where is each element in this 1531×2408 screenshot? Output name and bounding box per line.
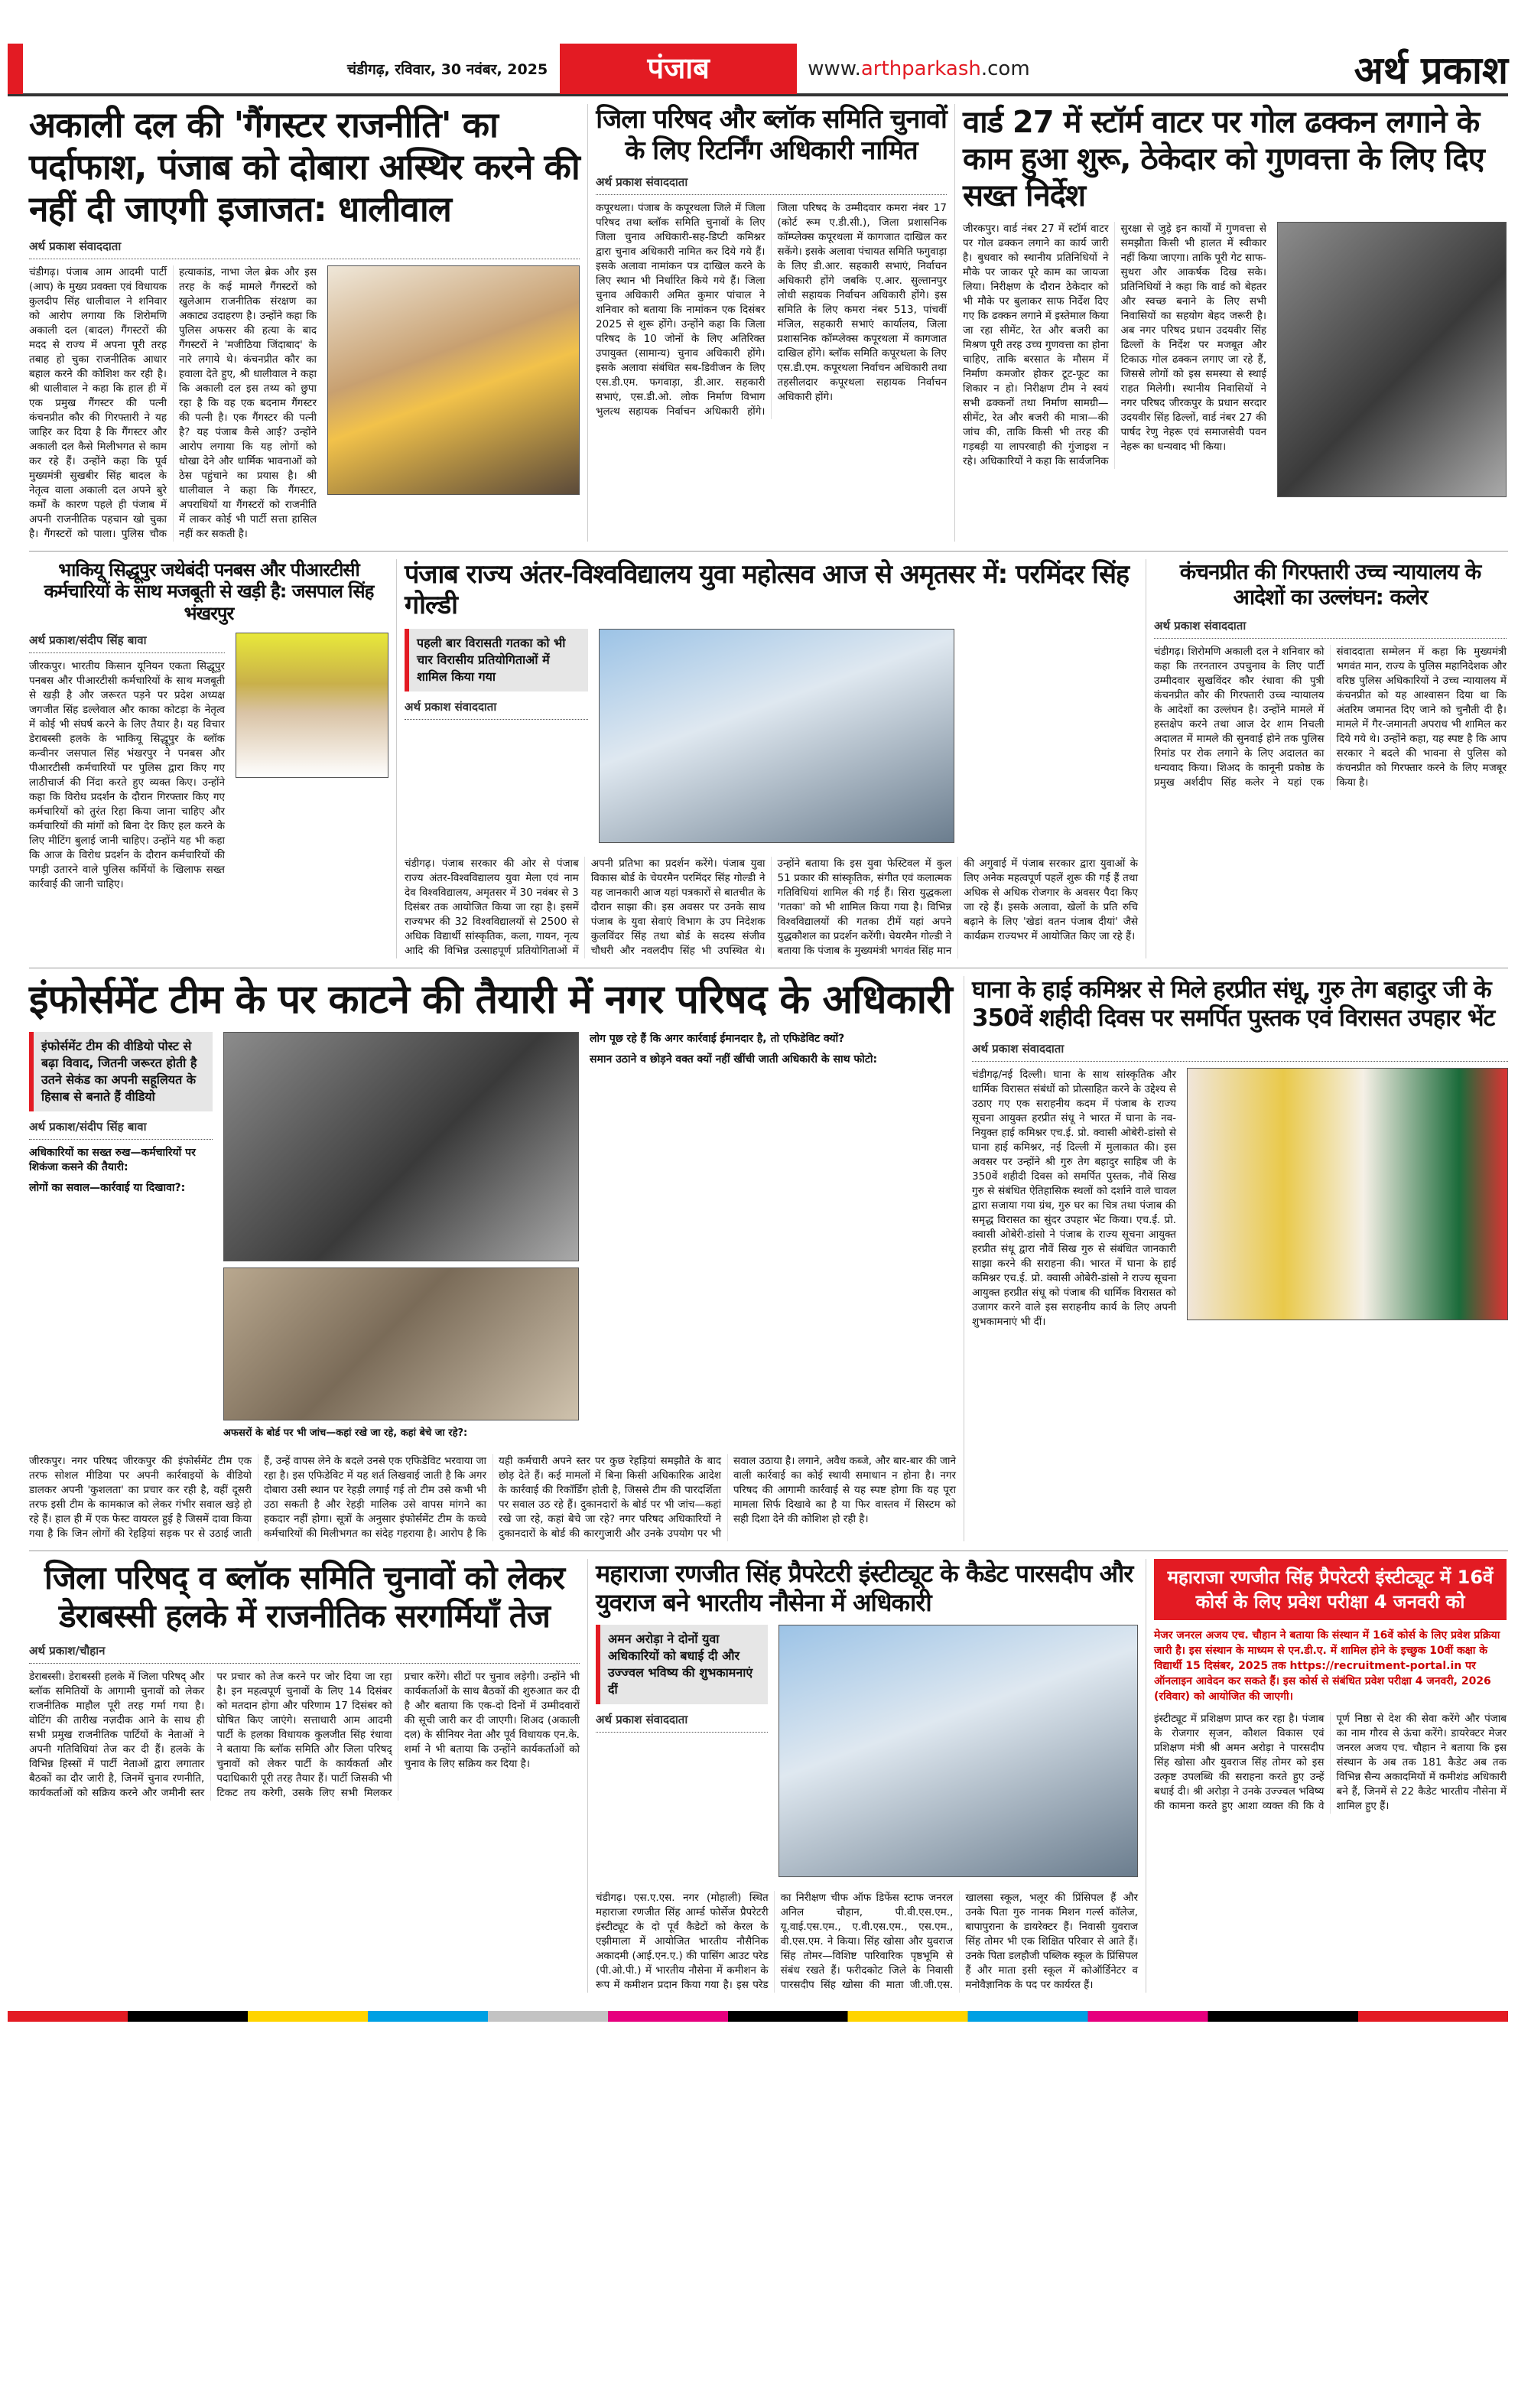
story-byline: अर्थ प्रकाश संवाददाता (596, 1712, 768, 1733)
story-sidebar (29, 1032, 213, 1202)
story-enforcement-team (29, 976, 964, 1541)
story-naval-cadets (587, 1559, 1146, 1993)
story-kaler (1146, 559, 1507, 959)
story-headline: कंचनप्रीत की गिरफ्तारी उच्च न्यायालय के आदेशों का उल्लंघन: कलेर (1179, 558, 1481, 610)
news-row (29, 552, 1508, 969)
story-headline: इंफोर्समेंट टीम के पर काटने की तैयारी में नगर परिषद के अधिकारी (29, 977, 952, 1023)
story-highlight-box: पहली बार विरासती गतका को भी चार विरासीय प्रतियोगिताओं में शामिल किया गया (405, 629, 588, 691)
story-sidebar (596, 1625, 768, 1739)
story-subhead: लोगों का सवाल—कार्रवाई या दिखावा?: (29, 1181, 186, 1194)
story-byline: अर्थ प्रकाश/संदीप सिंह बावा (29, 633, 225, 653)
story-ghana-meeting (964, 976, 1508, 1541)
story-headline: महाराजा रणजीत सिंह प्रैपरेटरी इंस्टीट्यूट के कैडेट पारसदीप और युवराज बने भारतीय नौसेना में अधिकारी (596, 1558, 1133, 1617)
red-corner-block (8, 44, 23, 94)
story-body: चंडीगढ़/नई दिल्ली। घाना के साथ सांस्कृतिक और धार्मिक विरासत संबंधों को प्रोत्साहित करने के उद्देश्य से उठाए गए एक सराहनीय कदम में पंजाब के राज्य सूचना आयुक्त हरप्रीत संधू ने भारत में घाना के नव-नियुक्त हाई कमिश्नर एच.ई. प्रो. क्वासी ओबेरी-डांसो से घाना हाई कमिश्नर, नई दिल्ली में मुलाकात की। इस अवसर पर उन्होंने श्री गुरु तेग बहादुर साहिब जी के 350वें शहीदी दिवस को समर्पित पुस्तक, नौवें सिख गुरु से संबंधित ऐतिहासिक स्थलों को दर्शाने वाले चावल द्वारा सजाया गया ग्रंथ, गुरु घर का चित्र तथा पंजाब की समृद्ध विरासत का सुंदर उपहार भेंट किया। एच.ई. प्रो. क्वासी ओबेरी-डांसो ने पंजाब के राज्य सूचना आयुक्त हरप्रीत संधू द्वारा नौवें सिख गुरु से संबंधित जानकारी साझा करने की सराहना की। भारत में घाना के हाई कमिश्नर एच.ई. प्रो. क्वासी ओबेरी-डांसो ने राज्य सूचना आयुक्त हरप्रीत संधू को पंजाब की धार्मिक विरासत को उजागर करने वाले इस सराहनीय कार्य के लिए अपनी शुभकामनाएं भी दीं। (972, 1068, 1176, 1328)
story-subhead: समान उठाने व छोड़ने वक्त क्यों नहीं खींची जाती अधिकारी के साथ फोटो: (590, 1053, 878, 1066)
news-row (29, 968, 1508, 1551)
story-layout (596, 1625, 1138, 1883)
story-photo-enforcement-2 (223, 1267, 579, 1420)
story-body: चंडीगढ़। एस.ए.एस. नगर (मोहाली) स्थित महाराजा रणजीत सिंह आर्म्ड फोर्सेज प्रैपरेटरी इंस्टीट्यूट के दो पूर्व कैडेटों को केरल के एझीमाला में आयोजित भारतीय नौसैनिक अकादमी (आई.एन.ए.) की पासिंग आउट परेड (पी.ओ.पी.) में भारतीय नौसेना में कमीशन के रूप में कमीशन प्रदान किया गया है। इस परेड का निरीक्षण चीफ ऑफ डिफेंस स्टाफ जनरल अनिल चौहान, पी.वी.एस.एम., यू.वाई.एस.एम., ए.वी.एस.एम., एस.एम., वी.एस.एम. ने किया। सिंह खोसा और युवराज सिंह तोमर—विशिष्ट पारिवारिक पृष्ठभूमि से संबंध रखते हैं। फरीदकोट जिले के निवासी पारसदीप सिंह खोसा की माता जी.जी.एस. खालसा स्कूल, भलूर की प्रिंसिपल हैं और उनके पिता गुरु नानक मिशन गर्ल्स कॉलेज, बापापुराना के डायरेक्टर हैं। निवासी युवराज सिंह तोमर भी एक शिक्षित परिवार से आते हैं। उनके पिता डलहौजी पब्लिक स्कूल के प्रिंसिपल हैं और माता इसी स्कूल में कोऑर्डिनेटर व मनोवैज्ञानिक के पद पर कार्यरत हैं। (596, 1892, 1138, 1992)
story-body: जीरकपुर। नगर परिषद जीरकपुर की इंफोर्समेंट टीम एक तरफ सोशल मीडिया पर अपनी कार्रवाइयों के वीडियो डालकर अपनी 'कुशलता' का प्रचार कर रही है, वहीं दूसरी तरफ इसी टीम के कामकाज को लेकर गंभीर सवाल खड़े हो रहे हैं। हाल ही में एक फेस्ट वायरल हुई है जिसमें दावा किया गया है कि जिन लोगों की रेहड़ियां सड़क पर से उठाई जाती हैं, उन्हें वापस लेने के बदले उनसे एक एफिडेविट भरवाया जा रहा है। इस एफिडेविट में यह शर्त लिखवाई जाती है कि अगर दोबारा उसी स्थान पर रेहड़ी लगाई गई तो टीम उसे कभी भी उठा सकती है और रेहड़ी मालिक उसे वापस मांगने का हकदार नहीं होगा। सूत्रों के अनुसार इंफोर्समेंट टीम के कच्चे कर्मचारियों की मिलीभगत का संदेह गहराया है। आरोप है कि यही कर्मचारी अपने स्तर पर कुछ रेहड़ियां समझौते के बाद छोड़ देते हैं। कई मामलों में बिना किसी अधिकारिक आदेश के कार्रवाई की रिकॉर्डिंग होती है, जिससे टीम की पारदर्शिता पर सवाल उठ रहे हैं। दुकानदारों के बोर्ड पर भी जांच—कहां रखे जा रहे, कहां बेचे जा रहे? नगर परिषद अधिकारियों ने दुकानदारों के बोर्ड की कारगुजारी और उनके उपयोग पर भी सवाल उठाया है। लगाने, अवैध कब्जे, और बार-बार की जाने वाली कार्रवाई का कोई स्थायी समाधान न होना है। नगर परिषद की आगामी कार्रवाई से यह स्पष्ट होगा कि यह पूरा मामला सिर्फ दिखावे का है या फिर वास्तव में सिस्टम को सही दिशा देने की कोशिश हो रही है। (29, 1454, 956, 1540)
story-sidebar (405, 629, 588, 726)
news-row (29, 96, 1508, 552)
page-content (8, 96, 1508, 2002)
story-photo-dhaliwal (327, 265, 580, 495)
story-body: चंडीगढ़। पंजाब आम आदमी पार्टी (आप) के मुख्य प्रवक्ता एवं विधायक कुलदीप सिंह धालीवाल ने शनिवार को आरोप लगाया कि शिरोमणि अकाली दल (बादल) गैंगस्टरों की मदद से राज्य में अपना पूरी तरह तबाह हो चुका राजनीतिक आधार बहाल करने की कोशिश कर रही है। श्री धालीवाल ने कहा कि हाल ही में एक प्रमुख गैंगस्टर की पत्नी कंचनप्रीत कौर की गिरफ्तारी ने यह जाहिर कर दिया है कि गैंगस्टर और अकाली दल कैसे मिलीभगत से काम कर रहे हैं। उन्होंने कहा कि पूर्व मुख्यमंत्री सुखबीर सिंह बादल के नेतृत्व वाला अकाली दल अपने बुरे कर्मों के कारण पहले ही पंजाब में अपनी राजनीतिक पहचान खो चुका है। गैंगस्टरों को पाला। पुलिस चौक हत्याकांड, नाभा जेल ब्रेक और इस तरह के कई मामले गैंगस्टरों को खुलेआम राजनीतिक संरक्षण का अकाट्य उदाहरण है। उन्होंने कहा कि पुलिस अफसर की हत्या के बाद गैंगस्टरों ने 'मजीठिया जिंदाबाद' के नारे लगाये थे। कंचनप्रीत कौर का हवाला देते हुए, श्री धालीवाल ने कहा कि अकाली दल इस तथ्य को छुपा रहा है कि वह एक बदनाम गैंगस्टर की पत्नी है। एक गैंगस्टर की पत्नी है? यह पंजाब कैसे आई? उन्होंने आरोप लगाया कि यह लोगों को धोखा देने और धार्मिक भावनाओं को ठेस पहुंचाने का प्रयास है। श्री धालीवाल ने कहा कि गैंगस्टर, अपराधियों या गैंगस्टरों को राजनीति में लाकर कोई भी पार्टी सत्ता हासिल नहीं कर सकती है। (29, 265, 317, 540)
story-photo-storm-water (1277, 222, 1507, 497)
story-photo-ghana-meeting (1187, 1068, 1508, 1320)
story-body: इंस्टीट्यूट में प्रशिक्षण प्राप्त कर रहा है। पंजाब के रोजगार सृजन, कौशल विकास एवं प्रशिक्षण मंत्री श्री अमन अरोड़ा ने पारसदीप सिंह खोसा और युवराज सिंह तोमर को इस उत्कृष्ट उपलब्धि की सराहना करते हुए उन्हें बधाई दी। श्री अरोड़ा ने उनके उज्ज्वल भविष्य की कामना करते हुए आशा व्यक्त की कि वे पूर्ण निष्ठा से देश की सेवा करेंगे और पंजाब का नाम गौरव से ऊंचा करेंगे। डायरेक्टर मेजर जनरल अजय एच. चौहान ने बताया कि इस संस्थान के अब तक 181 कैडेट अब तक विभिन्न सैन्य अकादमियों में कमीशंड अधिकारी बने हैं, जिनमें से 22 कैडेट भारतीय नौसेना में शामिल हुए हैं। (1154, 1712, 1507, 1812)
story-layout (29, 1032, 956, 1446)
story-byline: अर्थ प्रकाश/चौहान (29, 1643, 580, 1664)
story-photo-bhankharpur (236, 633, 388, 778)
story-body: चंडीगढ़। शिरोमणि अकाली दल ने शनिवार को कहा कि तरनतारन उपचुनाव के लिए पार्टी उम्मीदवार सुखविंदर कौर रंधावा की पुत्री कंचनप्रीत कौर की गिरफ्तारी उच्च न्यायालय के आदेशों का उल्लंघन है। उन्होंने मामले में हस्तक्षेप करने तथा आज देर शाम निचली अदालत में मामले की सुनवाई होने तक पुलिस रिमांड पर रोक लगाने के लिए अदालत का धन्यवाद किया। शिअद के कानूनी प्रकोष्ठ के प्रमुख अर्शदीप सिंह कलेर ने यहां एक संवाददाता सम्मेलन में कहा कि मुख्यमंत्री भगवंत मान, राज्य के पुलिस महानिदेशक और वरिष्ठ पुलिस अधिकारियों ने उच्च न्यायालय में कंचनप्रीत को यह आश्वासन दिया था कि अंतरिम जमानत दिए जाने को चुनौती दी है। मामले में गैर-जमानती अपराध भी शामिल कर दिये गये थे। उन्होंने कहा, यह स्पष्ट है कि आप सरकार ने बदले की भावना से पुलिस को कंचनप्रीत को गिरफ्तार करने के लिए मजबूर किया है। (1154, 645, 1507, 789)
story-derabassi (29, 1559, 587, 1993)
url-prefix: www. (808, 57, 861, 80)
story-photo-enforcement-1 (223, 1032, 579, 1261)
story-subhead: अधिकारियों का सख्त रुख—कर्मचारियों पर शिकंजा कसने की तैयारी: (29, 1146, 196, 1173)
url-brand: arthparkash (860, 57, 981, 80)
section-title: पंजाब (647, 51, 710, 85)
story-youth-festival (396, 559, 1146, 959)
news-row (29, 1551, 1508, 2003)
story-entrance-exam (1146, 1559, 1507, 1993)
story-byline: अर्थ प्रकाश संवाददाता (972, 1041, 1508, 1062)
url-suffix: .com (980, 57, 1030, 80)
story-headline: वार्ड 27 में स्टॉर्म वाटर पर गोल ढक्कन लगाने के काम हुआ शुरू, ठेकेदार को गुणवत्ता के लिए दिए सख्त निर्देश (963, 105, 1484, 213)
story-photos (223, 1032, 579, 1446)
color-registration-bar (8, 2011, 1508, 2022)
story-body: डेराबस्सी। डेराबस्सी हलके में जिला परिषद् और ब्लॉक समितियों के आगामी चुनावों को लेकर राजनीतिक माहौल पूरी तरह गर्मा गया है। वोटिंग की तारीख नज़दीक आने के साथ ही सभी प्रमुख राजनीतिक पार्टियों के नेताओं ने अपनी गतिविधियां तेज कर दी हैं। हलके के विभिन्न हिस्सों में पार्टी नेताओं द्वारा लगातार बैठकों का दौर जारी है, जिनमें चुनाव रणनीति, कार्यकर्ताओं को सक्रिय करने और जमीनी स्तर पर प्रचार को तेज करने पर जोर दिया जा रहा है। इन महत्वपूर्ण चुनावों के लिए 14 दिसंबर को मतदान होगा और परिणाम 17 दिसंबर को घोषित किए जाएंगे। सत्ताधारी आम आदमी पार्टी के हलका विधायक कुलजीत सिंह रंधावा ने बताया कि ब्लॉक समिति और जिला परिषद् चुनावों को लेकर पार्टी के कार्यकर्ता और पदाधिकारी पूरी तरह तैयार हैं। पार्टी जिसकी भी टिकट तय करेगी, उसके लिए सभी मिलकर प्रचार करेंगे। सीटों पर चुनाव लड़ेगी। उन्होंने भी कार्यकर्ताओं के साथ बैठकों की शुरुआत कर दी है और बताया कि एक-दो दिनों में उम्मीदवारों की सूची जारी कर दी जाएगी। शिअद (अकाली दल) के सीनियर नेता और पूर्व विधायक एन.के. शर्मा ने भी बताया कि उन्होंने कार्यकर्ताओं को चुनाव के लिए सक्रिय कर दिया है। (29, 1671, 580, 1800)
newspaper-logo: अर्थ प्रकाश (1354, 48, 1508, 93)
story-body: कपूरथला। पंजाब के कपूरथला जिले में जिला परिषद तथा ब्लॉक समिति चुनावों के लिए जिला चुनाव अधिकारी-सह-डिप्टी कमिश्नर द्वारा चुनाव अधिकारी नामित कर दिये गये हैं। इसके अलावा नामांकन पत्र दाखिल करने के लिए स्थान भी निर्धारित किये गये हैं। जिला चुनाव अधिकारी अमित कुमार पांचाल ने शनिवार को बताया कि नामांकन एक दिसंबर 2025 से शुरू होंगे। उन्होंने कहा कि जिला परिषद के 10 जोनों के लिए अतिरिक्त उपायुक्त (सामान्य) चुनाव अधिकारी होंगे। इसके अलावा संबंधित सब-डिवीजन के लिए एस.डी.एम. फगवाड़ा, डी.आर. सहकारी सभाएं, एस.डी.ओ. लोक निर्माण विभाग भुलत्थ सहायक निर्वाचन अधिकारी होंगे। जिला परिषद के उम्मीदवार कमरा नंबर 17 (कोर्ट रूम ए.डी.सी.), जिला प्रशासनिक कॉम्प्लेक्स कपूरथला में कागजात दाखिल कर सकेंगे। इसके अलावा पंचायत समिति फगुवाड़ा के लिए डी.आर. सहकारी सभाएं, निर्वाचन अधिकारी होंगे जबकि ए.आर. सुल्तानपुर लोधी सहायक निर्वाचन अधिकारी होंगे। इस समिति के लिए कमरा नंबर 513, पांचवीं मंजिल, सहकारी सभाएं कार्यालय, जिला प्रशासनिक कॉम्प्लेक्स कपूरथला में कागजात दाखिल होंगे। ब्लॉक समिति कपूरथला के लिए एस.डी.एम. कपूरथला निर्वाचन अधिकारी तथा तहसीलदार कपूरथला सहायक निर्वाचन अधिकारी होंगे। (596, 201, 947, 418)
story-headline: पंजाब राज्य अंतर-विश्वविद्यालय युवा महोत्सव आज से अमृतसर में: परमिंदर सिंह गोल्डी (405, 558, 1130, 621)
masthead (8, 44, 1508, 96)
photo-caption: अफसरों के बोर्ड पर भी जांच—कहां रखे जा रहे, कहां बेचे जा रहे?: (223, 1427, 468, 1439)
story-returning-officers (587, 104, 954, 542)
story-byline: अर्थ प्रकाश संवाददाता (596, 174, 947, 195)
story-dhaliwal (29, 104, 587, 542)
story-byline: अर्थ प्रकाश संवाददाता (1154, 618, 1507, 639)
story-highlight-box: अमन अरोड़ा ने दोनों युवा अधिकारियों को बधाई दी और उज्ज्वल भविष्य की शुभकामनाएं दीं (596, 1625, 768, 1704)
story-headline: घाना के हाई कमिश्नर से मिले हरप्रीत संधू, गुरु तेग बहादुर जी के 350वें शहीदी दिवस पर समर्पित पुस्तक एवं विरासत उपहार भेंट (972, 976, 1495, 1033)
story-byline: अर्थ प्रकाश संवाददाता (405, 699, 588, 720)
story-byline: अर्थ प्रकाश/संदीप सिंह बावा (29, 1119, 213, 1140)
story-subheads (590, 1032, 956, 1073)
dateline: चंडीगढ़, रविवार, 30 नवंबर, 2025 (346, 61, 548, 78)
story-storm-water (954, 104, 1507, 542)
story-body: जीरकपुर। भारतीय किसान यूनियन एकता सिद्धूपुर पनबस और पीआरटीसी कर्मचारियों के साथ मजबूती से खड़ी है और जरूरत पड़ने पर प्रदेश अध्यक्ष जगजीत सिंह डल्लेवाल और काका कोटड़ा के नेतृत्व में कोई भी संघर्ष करने के लिए तैयार है। यह विचार डेराबस्सी हलके के भाकियू सिद्धूपुर के ब्लॉक कन्वीनर जसपाल सिंह भंखरपुर ने पनबस और पीआरटीसी कर्मचारियों पर पुलिस द्वारा किए गए लाठीचार्ज की निंदा करते हुए व्यक्त किए। उन्होंने कहा कि विरोध प्रदर्शन के दौरान गिरफ्तार किए गए कर्मचारियों को तुरंत रिहा किया जाना चाहिए और कर्मचारियों की मांगों को बिना देर किए हल करने के लिए मीटिंग बुलाई जानी चाहिए। उन्होंने यह भी कहा कि आज के विरोध प्रदर्शन के दौरान कर्मचारियों की पगड़ी उतारने वाले पुलिस कर्मियों के खिलाफ सख्त कार्रवाई की जानी चाहिए। (29, 659, 225, 890)
website-link[interactable] (797, 57, 1029, 80)
story-body: चंडीगढ़। पंजाब सरकार की ओर से पंजाब राज्य अंतर-विश्वविद्यालय युवा मेला एवं नाम देव विश्वविद्यालय, अमृतसर में 30 नवंबर से 3 दिसंबर तक आयोजित किया जा रहा है। इसमें राज्यभर की 32 विश्वविद्यालयों से 2500 से अधिक विद्यार्थी सांस्कृतिक, कला, गायन, नृत्य आदि की विभिन्न उत्साहपूर्ण प्रतियोगिताओं में अपनी प्रतिभा का प्रदर्शन करेंगे। पंजाब युवा विकास बोर्ड के चेयरमैन परमिंदर सिंह गोल्डी ने यह जानकारी आज यहां पत्रकारों से बातचीत के दौरान साझा की। इस अवसर पर उनके साथ पंजाब के युवा सेवाएं विभाग के उप निदेशक कुलविंदर सिंह तथा बोर्ड के सदस्य संजीव चौधरी और नवलदीप सिंह भी उपस्थित थे। उन्होंने बताया कि इस युवा फेस्टिवल में कुल 51 प्रकार की सांस्कृतिक, संगीत एवं कलात्मक गतिविधियां शामिल की गई हैं। सिरा युद्धकला 'गतका' को भी शामिल किया गया है। विभिन्न विश्वविद्यालयों की गतका टीमें यहां अपने युद्धकौशल का प्रदर्शन करेंगी। चेयरमैन गोल्डी ने बताया कि पंजाब के मुख्यमंत्री भगवंत सिंह मान की अगुवाई में पंजाब सरकार द्वारा युवाओं के लिए अनेक महत्वपूर्ण पहलें शुरू की गई हैं तथा अधिक से अधिक रोजगार के अवसर पैदा किए जा रहे हैं। इसके अलावा, खेलों के प्रति रुचि बढ़ाने के लिए 'खेडां वतन पंजाब दीयां' जैसे कार्यक्रम राज्यभर में आयोजित किए जा रहे हैं। (405, 857, 1138, 958)
section-label (560, 44, 797, 94)
story-body: जीरकपुर। वार्ड नंबर 27 में स्टॉर्म वाटर पर गोल ढक्कन लगाने का कार्य जारी है। बुधवार को स्थानीय प्रतिनिधियों ने मौके पर जाकर पूरे काम का जायजा लिया। निरीक्षण के दौरान ठेकेदार को भी मौके पर बुलाकर साफ निर्देश दिए गए कि ढक्कन लगाने में इस्तेमाल किया जा रहा सीमेंट, रेत और बजरी का मिश्रण पूरी तरह उच्च गुणवत्ता का होना चाहिए, ताकि बरसात के मौसम में निर्माण कमजोर होकर टूट-फूट का शिकार न हो। निरीक्षण टीम ने स्वयं सभी ढक्कनों तथा निर्माण सामग्री—सीमेंट, रेत और बजरी की मात्रा—की जांच की, ताकि किसी भी तरह की गड़बड़ी या लापरवाही की गुंजाइश न रहे। अधिकारियों ने कहा कि सार्वजनिक सुरक्षा से जुड़े इन कार्यों में गुणवत्ता से समझौता किसी भी हालत में स्वीकार नहीं किया जाएगा। ताकि पूरी गेट साफ-सुथरा और आकर्षक दिख सके। प्रतिनिधियों ने कहा कि वार्ड को बेहतर और स्वच्छ बनाने के लिए सभी निवासियों का सहयोग बेहद जरूरी है। अब नगर परिषद प्रधान उदयवीर सिंह ढिल्लों के निर्देश पर मजबूत और टिकाऊ गोल ढक्कन लगाए जा रहे हैं, जिससे लोगों को इस समस्या से स्थाई राहत मिलेगी। स्थानीय निवासियों ने नगर परिषद जीरकपुर के प्रधान सरदार उदयवीर सिंह ढिल्लों, वार्ड नंबर 27 की पार्षद रेणु नेहरू एवं समाजसेवी पवन नेहरू का धन्यवाद भी किया। (963, 223, 1266, 467)
story-headline: भाकियू सिद्धूपुर जथेबंदी पनबस और पीआरटीसी कर्मचारियों के साथ मजबूती से खड़ी है: जसपाल सिंह भंखरपुर (44, 558, 374, 625)
story-headline: अकाली दल की 'गैंगस्टर राजनीति' का पर्दाफाश, पंजाब को दोबारा अस्थिर करने की नहीं दी जाएगी इजाजत: धालीवाल (29, 104, 580, 230)
story-headline-box: महाराजा रणजीत सिंह प्रैपरेटरी इंस्टीट्यूट में 16वें कोर्स के लिए प्रवेश परीक्षा 4 जनवरी को (1154, 1559, 1507, 1620)
story-layout (963, 222, 1507, 503)
story-photo-naval-cadets (779, 1625, 1138, 1877)
story-subhead: लोग पूछ रहे हैं कि अगर कार्रवाई ईमानदार है, तो एफिडेविट क्यों? (590, 1032, 845, 1045)
story-layout (405, 629, 1138, 849)
story-highlight-box: इंफोर्समेंट टीम की वीडियो पोस्ट से बढ़ा विवाद, जितनी जरूरत होती है उतने सेकंड का अपनी सहूलियत के हिसाब से बनाते हैं वीडियो (29, 1032, 213, 1111)
story-bhankharpur (29, 559, 396, 959)
story-photo-youth-festival (599, 629, 954, 843)
story-layout (29, 265, 580, 542)
story-headline: जिला परिषद् व ब्लॉक समिति चुनावों को लेकर डेराबस्सी हलके में राजनीतिक सरगर्मियाँ तेज (44, 1558, 565, 1635)
story-intro: मेजर जनरल अजय एच. चौहान ने बताया कि संस्थान में 16वें कोर्स के लिए प्रवेश प्रक्रिया जारी है। इस संस्थान के माध्यम से एन.डी.ए. में शामिल होने के इच्छुक 10वीं कक्षा के विद्यार्थी 15 दिसंबर, 2025 तक https://recruitment-portal.in पर ऑनलाइन आवेदन कर सकते हैं। इस कोर्स से संबंधित प्रवेश परीक्षा 4 जनवरी, 2026 (रविवार) को आयोजित की जाएगी। (1154, 1629, 1500, 1703)
story-text (29, 633, 225, 892)
story-layout (972, 1068, 1508, 1329)
story-layout (29, 633, 388, 892)
story-byline: अर्थ प्रकाश संवाददाता (29, 239, 580, 259)
story-headline: जिला परिषद और ब्लॉक समिति चुनावों के लिए रिटर्निंग अधिकारी नामित (596, 104, 947, 166)
